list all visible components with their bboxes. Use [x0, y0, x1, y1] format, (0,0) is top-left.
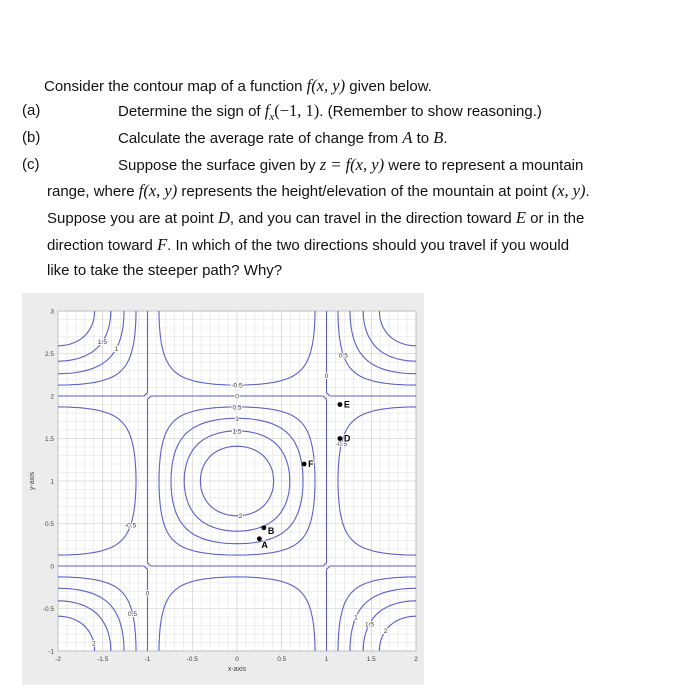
- part-c-line3-c: or in the: [525, 210, 585, 227]
- contour-level-label: 2: [383, 628, 388, 636]
- x-tick-label: 1: [324, 656, 329, 663]
- part-b-text: [118, 128, 448, 149]
- point-d-label: D: [343, 433, 351, 444]
- part-b-label: (b): [22, 129, 41, 146]
- contour-level-label: 0.5: [338, 352, 348, 360]
- part-a-label: (a): [22, 102, 41, 119]
- contour-level-label: 0.5: [128, 611, 138, 619]
- part-a-fx-sub: x: [269, 111, 275, 123]
- contour-level-label: 0: [235, 393, 239, 401]
- contour-plot: [22, 293, 424, 685]
- part-b-point-b: B: [433, 128, 444, 147]
- part-b-dot: .: [443, 130, 448, 147]
- x-tick-label: -1.5: [97, 656, 109, 663]
- point-b-marker: [261, 525, 266, 530]
- part-c-line1-a: Suppose the surface given by: [118, 157, 320, 174]
- part-c-line3-e: E: [515, 208, 526, 227]
- part-c-line3: [47, 208, 584, 229]
- point-b-label: B: [267, 525, 275, 536]
- part-c-line2-dot: .: [585, 183, 590, 200]
- contour-level-label: 0: [324, 373, 329, 381]
- intro-function: f(x, y): [306, 76, 346, 95]
- part-a-fx: f: [264, 101, 270, 120]
- point-f-label: F: [308, 459, 314, 469]
- contour-level-label: 0: [145, 590, 150, 598]
- y-tick-label: -1: [48, 648, 54, 656]
- part-a-text: [118, 101, 542, 127]
- part-c-line4-b: . In which of the two directions should you travel if you would: [167, 237, 570, 254]
- y-tick-label: 0.5: [44, 521, 54, 528]
- part-b-text-1: Calculate the average rate of change from: [118, 130, 403, 147]
- point-e-marker: [338, 402, 343, 407]
- grid-lines: [58, 311, 416, 651]
- contour-level-label: 1: [354, 614, 358, 622]
- part-c-line5: like to take the steeper path? Why?: [47, 262, 283, 279]
- y-tick-label: 0: [50, 563, 54, 571]
- contour-level-label: 1: [235, 415, 239, 423]
- contour-level-label: -0.5: [124, 522, 137, 530]
- y-tick-label: 1: [50, 478, 54, 486]
- point-f-marker: [302, 462, 307, 467]
- y-tick-label: 2.5: [44, 351, 54, 358]
- point-a-label: A: [261, 539, 268, 550]
- contour-level-label: 2: [238, 513, 243, 521]
- point-d-marker: [338, 436, 343, 441]
- x-tick-label: 2: [414, 656, 418, 663]
- point-e-label: E: [343, 399, 350, 410]
- part-a-text-1: Determine the sign of: [118, 103, 265, 120]
- part-c-line3-d: D: [217, 208, 230, 227]
- contour-level-label: 1.5: [364, 621, 374, 629]
- x-tick-label: 1.5: [366, 656, 376, 663]
- y-tick-label: 3: [50, 308, 54, 316]
- y-tick-label: 1.5: [44, 436, 54, 443]
- part-c-line2-point: (x, y): [551, 181, 586, 200]
- x-tick-label: -0.5: [186, 656, 198, 663]
- x-tick-label: -2: [55, 656, 61, 663]
- intro-line: [44, 76, 432, 97]
- x-tick-label: -1: [144, 656, 151, 663]
- part-a-args: (−1, 1): [274, 101, 320, 120]
- part-b-point-a: A: [402, 128, 413, 147]
- part-c-line1: [118, 155, 583, 176]
- part-a-text-2: . (Remember to show reasoning.): [319, 103, 542, 120]
- contour-level-label: 1: [114, 345, 119, 353]
- part-c-line3-a: Suppose you are at point: [47, 210, 218, 227]
- part-c-line4: [47, 235, 569, 256]
- part-c-line1-math: z = f(x, y): [319, 155, 385, 174]
- contour-level-label: -0.5: [231, 382, 243, 390]
- y-tick-label: -0.5: [42, 606, 54, 613]
- contour-level-label: -0.5: [335, 441, 348, 449]
- plot-area: [29, 309, 418, 674]
- part-c-line2-b: represents the height/elevation of the mountain at point: [177, 183, 552, 200]
- part-c-label: (c): [22, 156, 40, 173]
- contour-level-label: 0.5: [232, 404, 242, 412]
- x-tick-label: 0: [235, 656, 239, 663]
- y-axis-label: y-axis: [29, 471, 36, 491]
- contour-level-label: 1.5: [232, 428, 242, 436]
- x-tick-label: 0.5: [277, 656, 287, 663]
- contour-level-label: 2: [91, 640, 96, 648]
- intro-text-b: given below.: [345, 78, 432, 95]
- part-c-line3-b: , and you can travel in the direction toward: [229, 210, 516, 227]
- y-tick-label: 2: [50, 393, 54, 401]
- part-c-line4-f: F: [157, 235, 168, 254]
- part-c-line1-b: were to represent a mountain: [384, 157, 584, 174]
- part-b-to: to: [412, 130, 434, 147]
- part-c-line2-a: range, where: [47, 183, 139, 200]
- contour-level-label: 1.5: [97, 339, 107, 347]
- part-c-line2-f: f(x, y): [138, 181, 178, 200]
- part-c-line2: [47, 181, 590, 202]
- intro-text-a: Consider the contour map of a function: [44, 78, 307, 95]
- x-axis-label: x-axis: [227, 666, 247, 673]
- part-c-line4-a: direction toward: [47, 237, 158, 254]
